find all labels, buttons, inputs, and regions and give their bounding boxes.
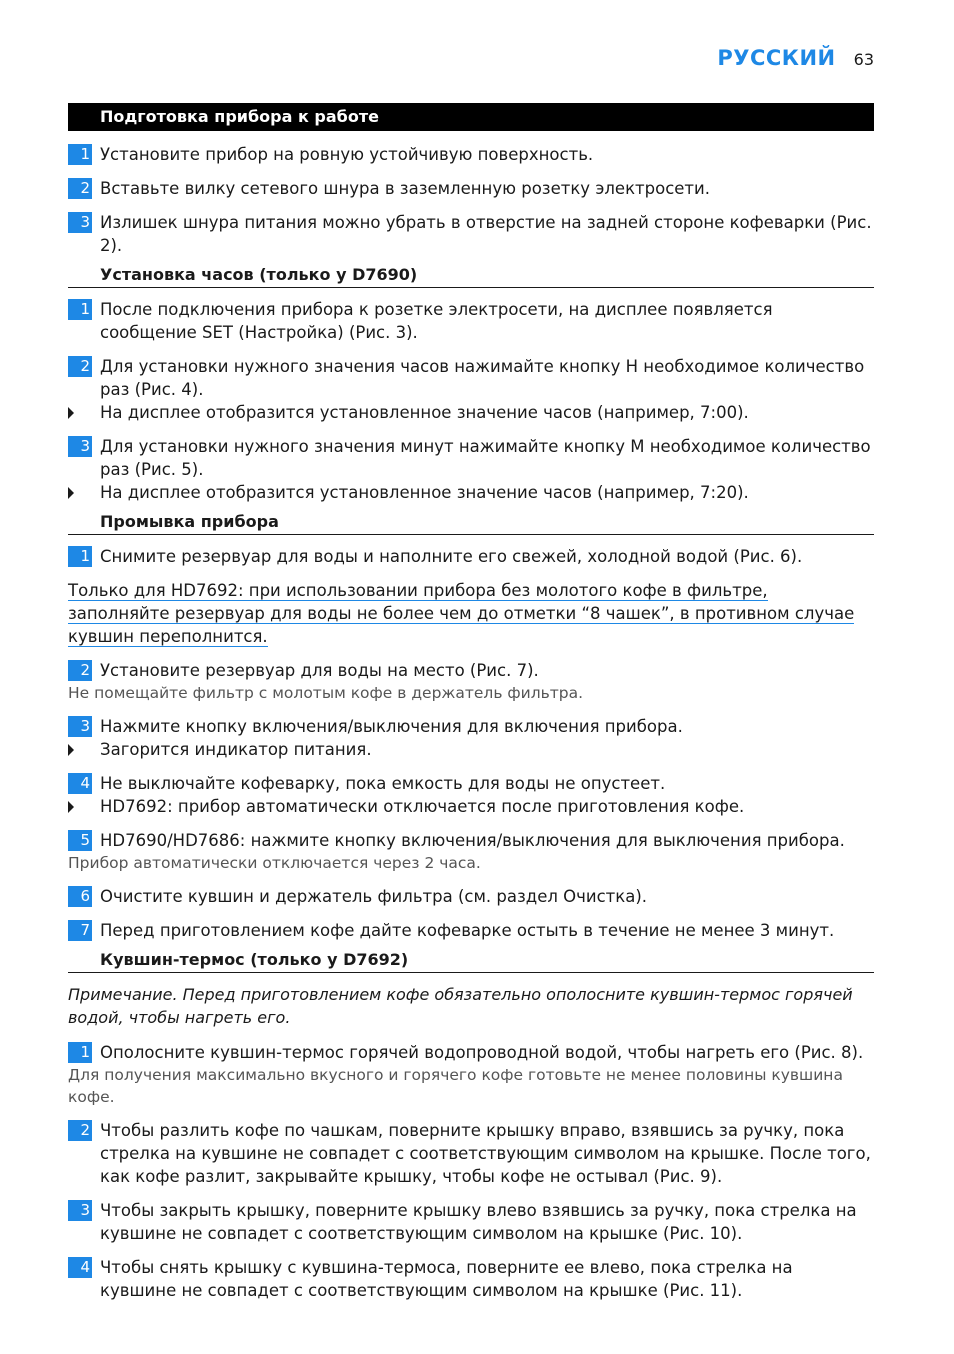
step-item (68, 1199, 874, 1245)
step-item (68, 885, 874, 908)
step-text: Перед приготовлением кофе дайте кофеварке остыть в течение не менее 3 минут. (100, 921, 835, 940)
step-number: 2 (68, 1120, 92, 1141)
step-number: 3 (68, 436, 92, 457)
language-label: РУССКИЙ (717, 46, 836, 70)
step-text: Ополосните кувшин-термос горячей водопроводной водой, чтобы нагреть его (Рис. 8). (100, 1043, 864, 1062)
bullet-text: На дисплее отобразится установленное значение часов (например, 7:20). (100, 483, 749, 502)
bullet-arrow-icon (68, 487, 74, 499)
step-item (68, 772, 874, 795)
bullet-text: На дисплее отобразится установленное значение часов (например, 7:00). (100, 403, 749, 422)
step-item (68, 211, 874, 257)
result-bullet (68, 481, 874, 504)
step-note: Не помещайте фильтр с молотым кофе в держатель фильтра. (68, 684, 584, 702)
step-number: 3 (68, 1200, 92, 1221)
step-text: Чтобы разлить кофе по чашкам, поверните крышку вправо, взявшись за ручку, пока стрелка на кувшине не совпадет с соответствующим символом на крышке. После того, как кофе разлит, закрывайте крышку, чтобы кофе не остывал (Рис. 9). (100, 1121, 871, 1186)
step-item (68, 1119, 874, 1188)
step-text: Снимите резервуар для воды и наполните его свежей, холодной водой (Рис. 6). (100, 547, 803, 566)
result-bullet (68, 738, 874, 761)
bullet-text: Загорится индикатор питания. (100, 740, 372, 759)
step-text: Излишек шнура питания можно убрать в отверстие на задней стороне кофеварки (Рис. 2). (100, 213, 872, 255)
step-item (68, 435, 874, 481)
step-text: Чтобы закрыть крышку, поверните крышку влево взявшись за ручку, пока стрелка на кувшине не совпадет с соответствующим символом на крышке (Рис. 10). (100, 1201, 857, 1243)
step-item (68, 715, 874, 738)
step-number: 1 (68, 144, 92, 165)
section-title-preparation: Подготовка прибора к работе (68, 103, 874, 131)
step-number: 1 (68, 546, 92, 567)
step-text: Установите прибор на ровную устойчивую поверхность. (100, 145, 594, 164)
step-item (68, 829, 874, 852)
step-note: Прибор автоматически отключается через 2 часа. (68, 854, 481, 872)
result-bullet (68, 401, 874, 424)
step-item (68, 298, 874, 344)
page-header (717, 46, 874, 76)
step-text: Нажмите кнопку включения/выключения для включения прибора. (100, 717, 683, 736)
thermos-note: Примечание. Перед приготовлением кофе обязательно ополосните кувшин-термос горячей водой, чтобы нагреть его. (68, 985, 853, 1027)
result-bullet (68, 795, 874, 818)
step-number: 5 (68, 830, 92, 851)
step-text: Не выключайте кофеварку, пока емкость для воды не опустеет. (100, 774, 666, 793)
step-number: 3 (68, 716, 92, 737)
step-text: Для установки нужного значения минут нажимайте кнопку M необходимое количество раз (Рис. 5). (100, 437, 871, 479)
step-number: 4 (68, 1257, 92, 1278)
bullet-text: HD7692: прибор автоматически отключается после приготовления кофе. (100, 797, 745, 816)
step-note: Для получения максимально вкусного и горячего кофе готовьте не менее половины кувшина кофе. (68, 1066, 843, 1106)
step-item (68, 545, 874, 568)
hd7692-note-paragraph (68, 579, 874, 648)
section-title-clock: Установка часов (только у D7690) (68, 265, 874, 288)
step-item (68, 177, 874, 200)
step-text: Установите резервуар для воды на место (Рис. 7). (100, 661, 539, 680)
step-item (68, 659, 874, 682)
step-number: 6 (68, 886, 92, 907)
page-number: 63 (853, 50, 874, 69)
step-number: 2 (68, 178, 92, 199)
step-text: Чтобы снять крышку с кувшина-термоса, поверните ее влево, пока стрелка на кувшине не совпадет с соответствующим символом на крышке (Рис. 11). (100, 1258, 793, 1300)
step-item (68, 143, 874, 166)
bullet-arrow-icon (68, 744, 74, 756)
step-text: Очистите кувшин и держатель фильтра (см. раздел Очистка). (100, 887, 648, 906)
step-item (68, 1041, 874, 1064)
section-title-thermos: Кувшин-термос (только у D7692) (68, 950, 874, 973)
step-number: 2 (68, 356, 92, 377)
step-item (68, 919, 874, 942)
step-item (68, 1256, 874, 1302)
step-text: Вставьте вилку сетевого шнура в заземленную розетку электросети. (100, 179, 711, 198)
section-title-rinse: Промывка прибора (68, 512, 874, 535)
step-number: 2 (68, 660, 92, 681)
page-content (68, 103, 874, 1313)
step-number: 1 (68, 1042, 92, 1063)
bullet-arrow-icon (68, 801, 74, 813)
step-number: 7 (68, 920, 92, 941)
bullet-arrow-icon (68, 407, 74, 419)
step-number: 1 (68, 299, 92, 320)
step-item (68, 355, 874, 401)
step-number: 4 (68, 773, 92, 794)
step-text: HD7690/HD7686: нажмите кнопку включения/выключения для выключения прибора. (100, 831, 845, 850)
step-text: Для установки нужного значения часов нажимайте кнопку H необходимое количество раз (Рис. 4). (100, 357, 865, 399)
step-number: 3 (68, 212, 92, 233)
hd7692-note-text: Только для HD7692: при использовании прибора без молотого кофе в фильтре, заполняйте резервуар для воды не более чем до отметки “8 чашек”, в противном случае кувшин переполнится. (68, 581, 855, 646)
step-text: После подключения прибора к розетке электросети, на дисплее появляется сообщение SET (Настройка) (Рис. 3). (100, 300, 773, 342)
